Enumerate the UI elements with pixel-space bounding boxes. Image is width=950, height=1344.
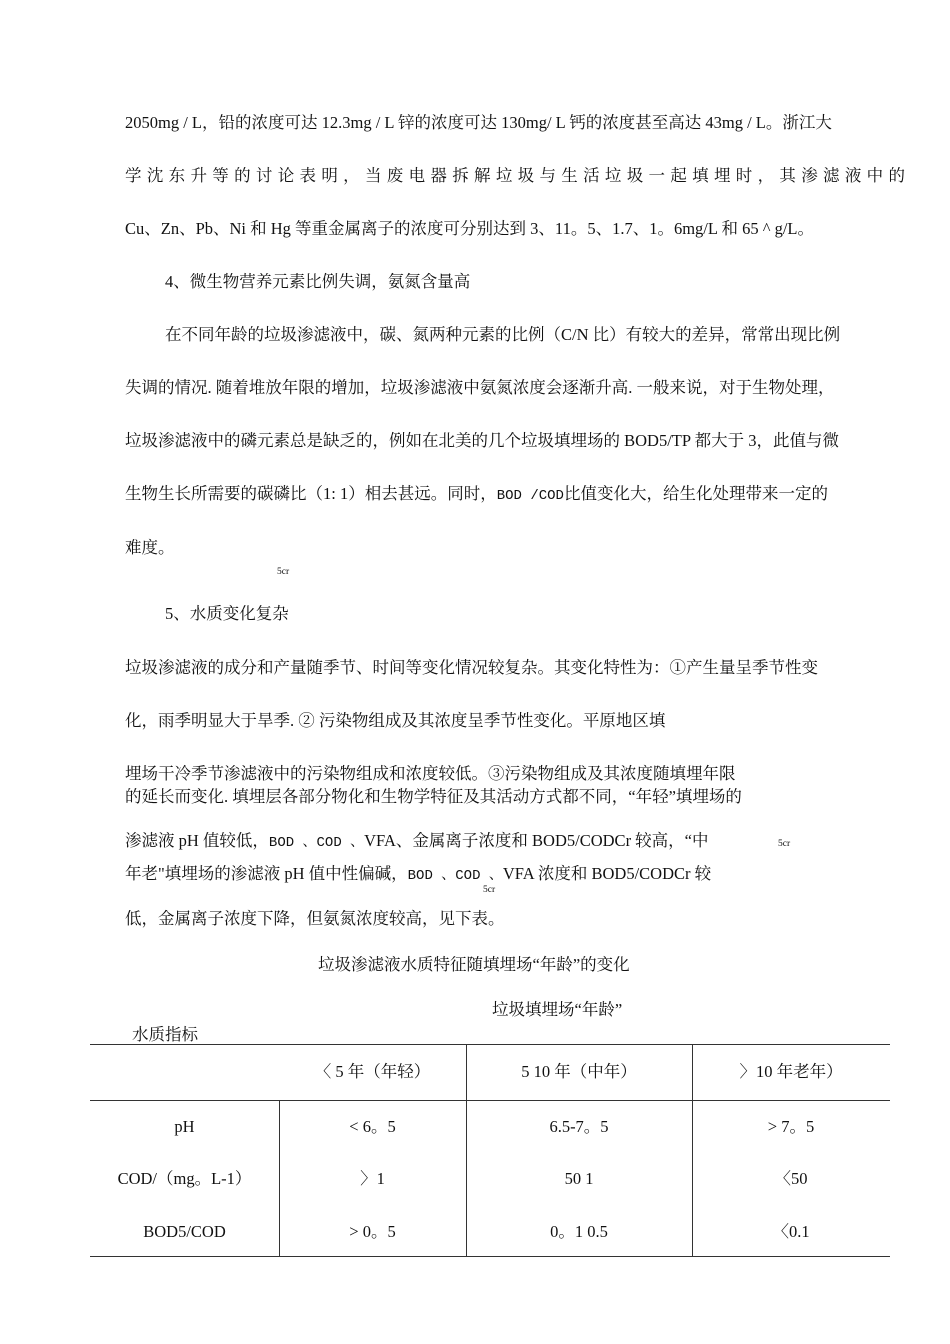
table-row-label: COD/（mg。L-1） [117,1169,252,1188]
table-cell: > 7。5 [767,1117,815,1136]
table-group-header: 垃圾填埋场“年龄” [492,1000,623,1019]
paragraph-line: 化，雨季明显大于旱季. ② 污染物组成及其浓度呈季节性变化。平原地区填 [125,711,666,730]
table-cell: 〈50 [774,1169,808,1188]
table-rule [90,1100,890,1101]
paragraph-line: 低，金属离子浓度下降，但氨氮浓度较高，见下表。 [125,909,505,928]
table-cell: > 0。5 [349,1222,396,1241]
subscript-label: 5cr [277,567,290,577]
paragraph-line: 难度。 [125,538,175,557]
paragraph-line [125,831,709,853]
section-heading: 4、微生物营养元素比例失调，氨氮含量高 [165,272,471,291]
table-caption: 垃圾渗滤液水质特征随填埋场“年龄”的变化 [318,955,630,974]
table-column-header: 〉10 年老年） [739,1062,843,1081]
table-row-label: pH [174,1117,195,1136]
section-heading: 5、水质变化复杂 [165,604,289,623]
paragraph-line: 的延长而变化. 填埋层各部分物化和生物学特征及其活动方式都不同，“年轻”填埋场的 [125,787,742,806]
paragraph-line: 埋场干冷季节渗滤液中的污染物组成和浓度较低。③污染物组成及其浓度随填埋年限 [125,764,736,783]
paragraph-line [125,864,711,886]
table-cell: 6.5-7。5 [549,1117,609,1136]
paragraph-line: 垃圾渗滤液的成分和产量随季节、时间等变化情况较复杂。其变化特性为：①产生量呈季节性变 [125,658,818,677]
paragraph-line: 垃圾渗滤液中的磷元素总是缺乏的，例如在北美的几个垃圾填埋场的 BOD5/TP 都大于 3，此值与微 [125,431,839,450]
table-row-header: 水质指标 [132,1025,198,1044]
formula-text: BOD /COD [496,488,564,504]
table-cell: 0。1 0.5 [550,1222,608,1241]
paragraph-line: 失调的情况. 随着堆放年限的增加，垃圾渗滤液中氨氮浓度会逐渐升高. 一般来说，对于生物处理， [125,378,835,397]
text-run: VFA 浓度和 BOD5/CODCr 较 [502,864,712,883]
subscript-label: 5cr [778,839,791,849]
paragraph-line [125,484,828,506]
text-run: 比值变化大，给生化处理带来一定的 [563,484,828,503]
table-column-header: 5 10 年（中年） [521,1062,637,1081]
subscript-label: 5cr [483,885,496,895]
paragraph-line: 在不同年龄的垃圾渗滤液中，碳、氮两种元素的比例（C/N 比）有较大的差异，常常出现比例 [165,325,841,344]
table-cell: 〈0.1 [772,1222,810,1241]
text-run: VFA、金属离子浓度和 BOD5/CODCr 较高，“中 [364,831,709,850]
formula-text: BOD 、COD 、 [268,835,365,851]
paragraph-line: 学沈东升等的讨论表明，当废电器拆解垃圾与生活垃圾一起填埋时，其渗滤液中的 [125,166,905,185]
table-rule [90,1044,890,1045]
table-row-label: BOD5/COD [143,1222,226,1241]
table-cell: < 6。5 [349,1117,396,1136]
table-rule [90,1256,890,1257]
paragraph-line: Cu、Zn、Pb、Ni 和 Hg 等重金属离子的浓度可分别达到 3、11。5、1.7、1。6mg/L 和 65 ^ g/L。 [125,219,814,238]
formula-text: BOD 、COD 、 [407,868,503,884]
text-run: 渗滤液 pH 值较低， [125,831,269,850]
table-cell: 50 1 [564,1169,594,1188]
text-run: 生物生长所需要的碳磷比（1: 1）相去甚远。同时， [125,484,497,503]
paragraph-line: 2050mg / L，铅的浓度可达 12.3mg / L 锌的浓度可达 130mg/ L 钙的浓度甚至高达 43mg / L。浙江大 [125,113,832,132]
text-run: 年老"填埋场的渗滤液 pH 值中性偏碱， [125,864,408,883]
table-cell: 〉1 [360,1169,385,1188]
table-column-header: 〈 5 年（年轻） [314,1062,431,1081]
